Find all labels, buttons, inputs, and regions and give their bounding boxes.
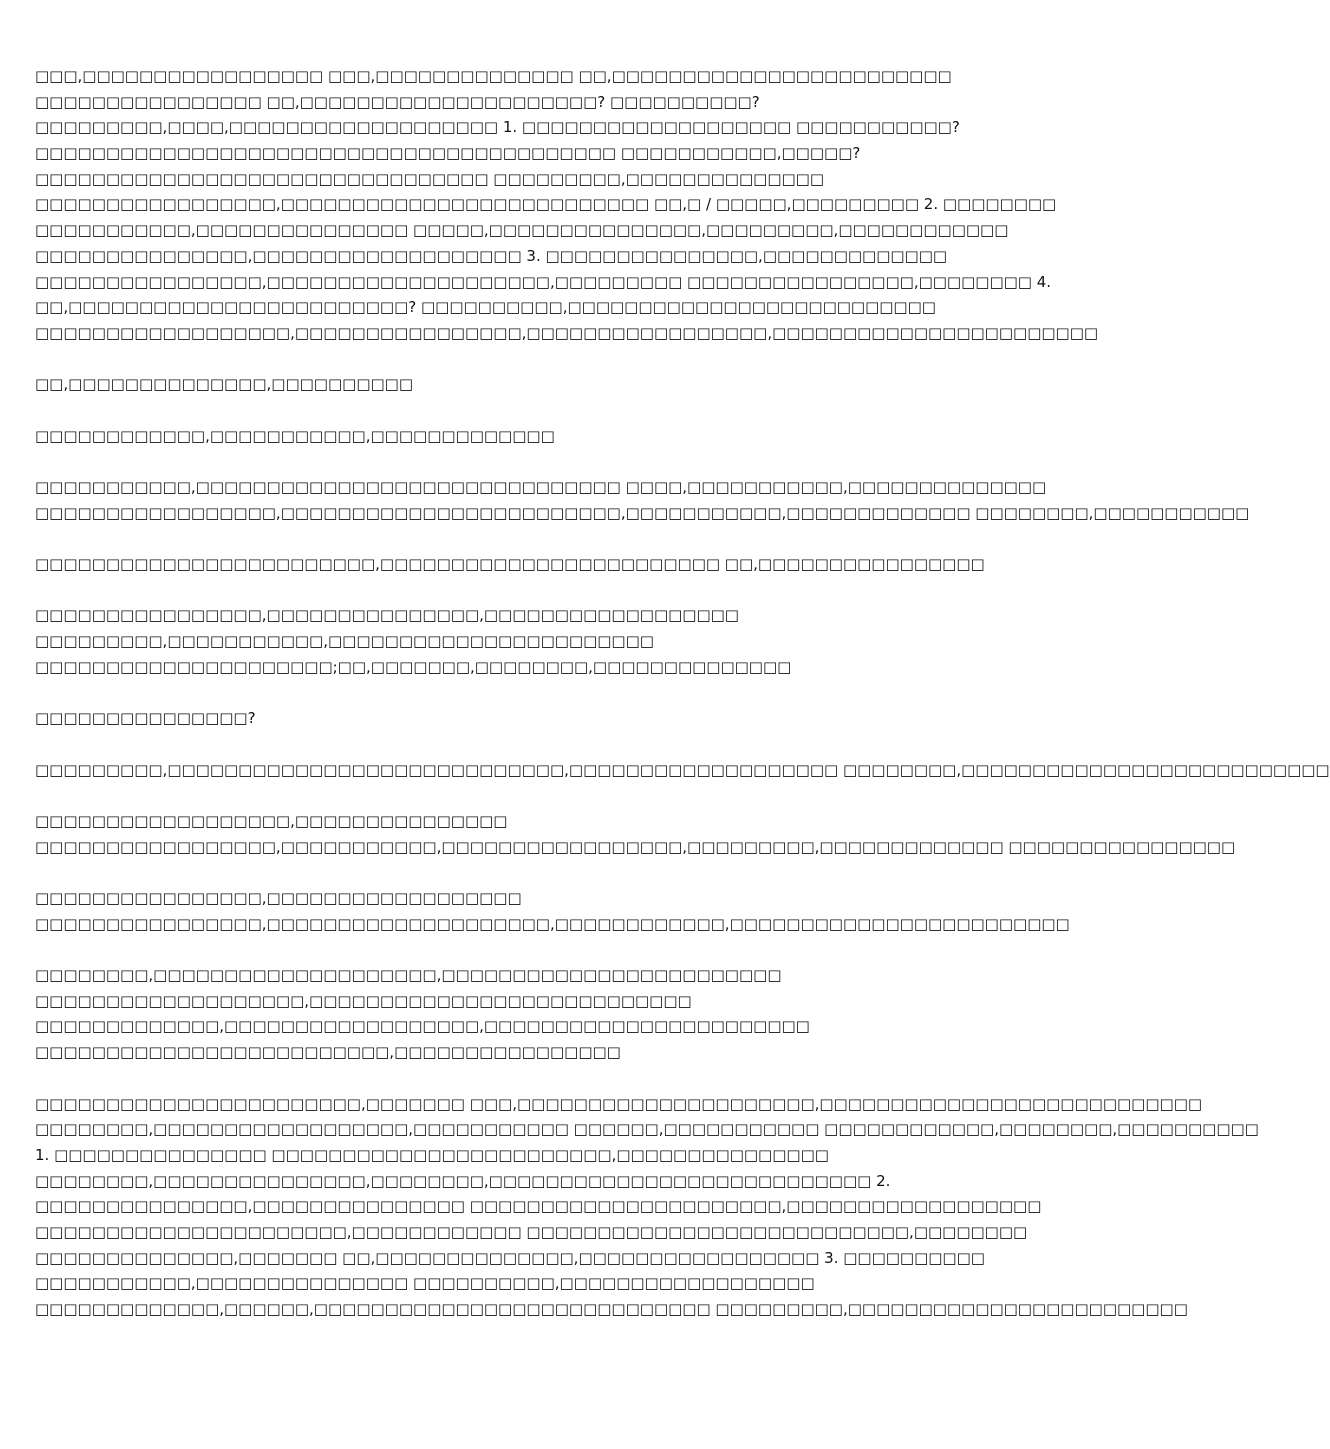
- text-line: □□□□□□□□□,□□□□□□□□□□□,□□□□□□□□□□□□□□□□□□□□□□□: [35, 632, 654, 651]
- text-line: □□□□□□□□□□□□□□□□□□□□□□□□,□□□□□□□□□□□□□□□□□□□□□□□□ □□,□□□□□□□□□□□□□□□□: [35, 555, 985, 574]
- text-line: □□□□□□□□□□□□□□□□□□,□□□□□□□□□□□□□□□: [35, 811, 508, 830]
- paragraph: [35, 706, 995, 732]
- text-line: □□□□□□□□□□□□□□□□,□□□□□□□□□□□□□□□,□□□□□□□□□□□□□□□□□□: [35, 606, 739, 625]
- text-line: □□□,□□□□□□□□□□□□□□□□□ □□□,□□□□□□□□□□□□□□ □□,□□□□□□□□□□□□□□□□□□□□□□□□: [35, 67, 952, 85]
- text-line: □□□□□□□□□□□□□□□□□,□□□□□□□□□□□□□□□□□□□□□□□□,□□□□□□□□□□□,□□□□□□□□□□□□□ □□□□□□□□,□□□□□□□□□□□: [35, 503, 1250, 522]
- text-line: □□□□□□□□□□□,□□□□□□□□□□□□□□□□□□□□□□□□□□□□□□ □□□□,□□□□□□□□□□□,□□□□□□□□□□□□□□: [35, 478, 1047, 496]
- text-line: □□□□□□□□,□□□□□□□□□□□□□□□,□□□□□□□□,□□□□□□□□□□□□□□□□□□□□□□□□□□□ 2.: [35, 1171, 891, 1190]
- paragraph: [35, 758, 1330, 784]
- paragraph: [35, 475, 1250, 526]
- text-line: □□□□□□□□□□□,□□□□□□□□□□□□□□□ □□□□□□□□□□,□□□□□□□□□□□□□□□□□□: [35, 1274, 815, 1293]
- text-line: □□□□□□□□□□□□□□□□□□□□□□□□□□□□□□□□ □□□□□□□□□,□□□□□□□□□□□□□□: [35, 169, 825, 188]
- text-line: □□□□□□□□□□□□□□□□□□□□□□□□□□□□□□□□□□□□□□□□□ □□□□□□□□□□□,□□□□□?: [35, 144, 861, 163]
- paragraph: [35, 64, 1099, 347]
- text-line: □□□□□□□□□□□□□□□?: [35, 709, 256, 728]
- document-body: [35, 64, 1330, 1323]
- text-line: □□□□□□□□,□□□□□□□□□□□□□□□□□□□□,□□□□□□□□□□□□□□□□□□□□□□□□: [35, 966, 782, 985]
- paragraph: [35, 552, 995, 578]
- paragraph: [35, 963, 995, 1066]
- text-line: □□□□□□□□□□□□□□□□□□□□□;□□,□□□□□□□,□□□□□□□□,□□□□□□□□□□□□□□: [35, 657, 792, 676]
- text-line: □□□□□□□□□,□□□□□□□□□□□□□□□□□□□□□□□□□□□□,□□□□□□□□□□□□□□□□□□□ □□□□□□□□,□□□□□□□□□□□□□□□□□□□□□□□□□□: [35, 760, 1330, 779]
- text-line: □□□□□□□□□□□□□□□,□□□□□□□□□□□□□□□ □□□□□□□□□□□□□□□□□□□□□□,□□□□□□□□□□□□□□□□□□: [35, 1197, 1042, 1216]
- paragraph: [35, 809, 1236, 860]
- text-line: □□□□□□□□□□□□□□□□□□□□□□□□□,□□□□□□□□□□□□□□□□: [35, 1043, 621, 1062]
- text-line: □□□□□□□□□□□□□□□□□□□□□□□,□□□□□□□ □□□,□□□□□□□□□□□□□□□□□□□□□,□□□□□□□□□□□□□□□□□□□□□□□□□□□: [35, 1094, 1203, 1113]
- text-line: □□□□□□□□□,□□□□,□□□□□□□□□□□□□□□□□□□ 1. □□□□□□□□□□□□□□□□□□□ □□□□□□□□□□□?: [35, 118, 960, 137]
- text-line: □□□□□□□□□□□□□□□□□□,□□□□□□□□□□□□□□□□,□□□□□□□□□□□□□□□□□,□□□□□□□□□□□□□□□□□□□□□□□: [35, 323, 1099, 342]
- text-line: □□□□□□□□□□□□□□,□□□□□□□ □□,□□□□□□□□□□□□□□,□□□□□□□□□□□□□□□□□ 3. □□□□□□□□□□: [35, 1248, 985, 1267]
- text-line: □□□□□□□□□□□□,□□□□□□□□□□□,□□□□□□□□□□□□□: [35, 426, 555, 445]
- paragraph: [35, 1092, 1259, 1323]
- text-line: □□□□□□□□□□□□□□□□□□□,□□□□□□□□□□□□□□□□□□□□□□□□□□□: [35, 991, 692, 1010]
- text-line: □□□□□□□□,□□□□□□□□□□□□□□□□□□,□□□□□□□□□□□ □□□□□□,□□□□□□□□□□□ □□□□□□□□□□□□,□□□□□□□□,□□□□□□□□□□: [35, 1120, 1259, 1139]
- paragraph: [35, 886, 1070, 937]
- paragraph: [35, 603, 995, 680]
- text-line: □□□□□□□□□□□□□□□□□,□□□□□□□□□□□□□□□□□□□□□□□□□□ □□,□ / □□□□□,□□□□□□□□□ 2. □□□□□□□□: [35, 195, 1057, 214]
- text-line: □□□□□□□□□□□□□□□□□,□□□□□□□□□□□,□□□□□□□□□□□□□□□□□,□□□□□□□□□,□□□□□□□□□□□□□ □□□□□□□□□□□□□□□□: [35, 837, 1236, 856]
- paragraph: [35, 424, 995, 450]
- text-line: □□,□□□□□□□□□□□□□□,□□□□□□□□□□: [35, 375, 414, 394]
- text-line: □□□□□□□□□□□□□□□□,□□□□□□□□□□□□□□□□□□□□,□□□□□□□□□□□□,□□□□□□□□□□□□□□□□□□□□□□□□: [35, 914, 1070, 933]
- text-line: □□□□□□□□□□□□□□□,□□□□□□□□□□□□□□□□□□□ 3. □□□□□□□□□□□□□□□,□□□□□□□□□□□□□: [35, 246, 948, 265]
- text-line: □□,□□□□□□□□□□□□□□□□□□□□□□□□? □□□□□□□□□□,□□□□□□□□□□□□□□□□□□□□□□□□□□: [35, 298, 936, 317]
- text-line: 1. □□□□□□□□□□□□□□□ □□□□□□□□□□□□□□□□□□□□□□□□,□□□□□□□□□□□□□□□: [35, 1145, 829, 1164]
- text-line: □□□□□□□□□□□□□□□□ □□,□□□□□□□□□□□□□□□□□□□□□? □□□□□□□□□□?: [35, 92, 760, 111]
- text-line: □□□□□□□□□□□□□□□□,□□□□□□□□□□□□□□□□□□: [35, 889, 522, 907]
- text-line: □□□□□□□□□□□□□,□□□□□□□□□□□□□□□□□□,□□□□□□□□□□□□□□□□□□□□□□□: [35, 1017, 810, 1036]
- text-line: □□□□□□□□□□□,□□□□□□□□□□□□□□□ □□□□□,□□□□□□□□□□□□□□□,□□□□□□□□□,□□□□□□□□□□□□: [35, 221, 1009, 240]
- text-line: □□□□□□□□□□□□□□□□□□□□□□,□□□□□□□□□□□□ □□□□□□□□□□□□□□□□□□□□□□□□□□□,□□□□□□□□: [35, 1222, 1028, 1241]
- paragraph: [35, 372, 995, 398]
- text-line: □□□□□□□□□□□□□,□□□□□□,□□□□□□□□□□□□□□□□□□□□□□□□□□□□ □□□□□□□□□,□□□□□□□□□□□□□□□□□□□□□□□□: [35, 1300, 1188, 1318]
- text-line: □□□□□□□□□□□□□□□□,□□□□□□□□□□□□□□□□□□□□,□□□□□□□□□ □□□□□□□□□□□□□□□□,□□□□□□□□ 4.: [35, 272, 1052, 291]
